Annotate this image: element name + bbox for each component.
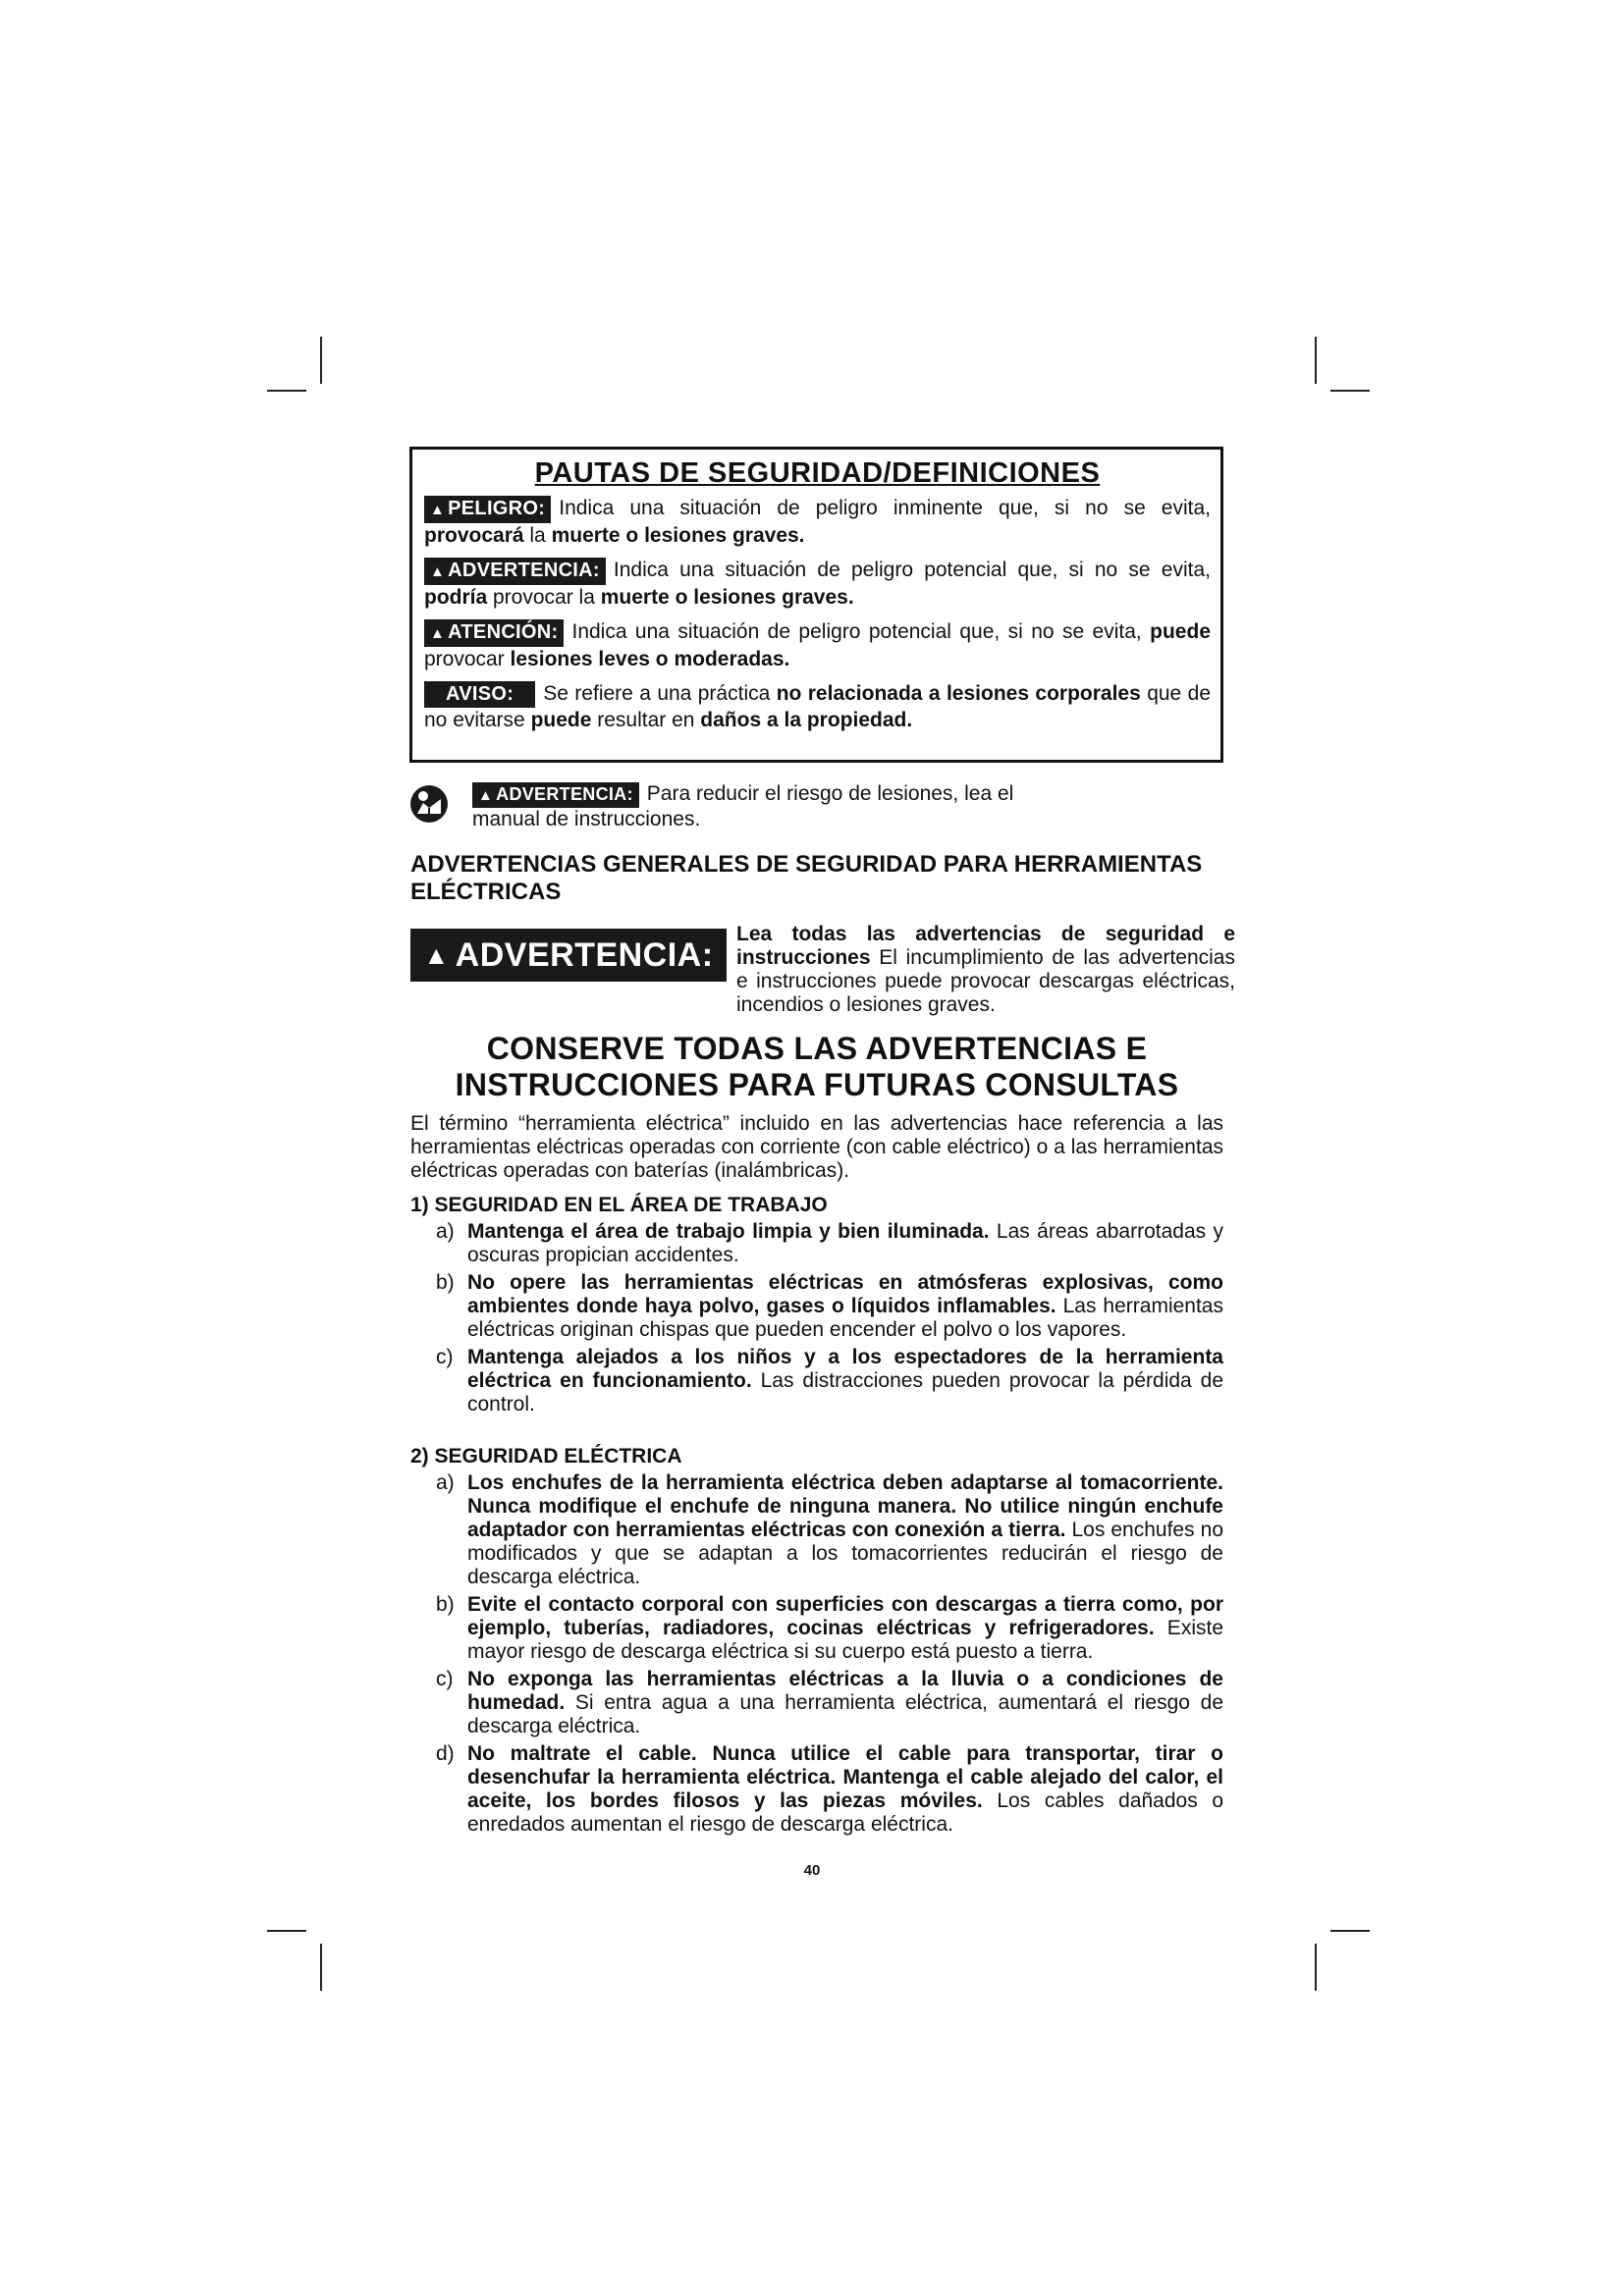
signal-word-label: ▲ ADVERTENCIA: <box>424 558 606 585</box>
signal-word-label: ▲ PELIGRO: <box>424 496 551 523</box>
definition-text: muerte o lesiones graves. <box>600 586 854 609</box>
big-warning-body: El incumplimiento de las advertencias e instrucciones puede provocar descargas eléctricas, incendios o lesiones graves. <box>736 946 1235 1016</box>
item-bold-text: No exponga las herramientas eléctricas a la lluvia o a condiciones de humedad. <box>467 1668 1223 1714</box>
item-letter: d) <box>436 1742 455 1765</box>
crop-mark <box>1315 337 1317 384</box>
item-text: Si entra agua a una herramienta eléctrica, aumentará el riesgo de descarga eléctrica. <box>467 1691 1223 1737</box>
item-text: Las herramientas eléctricas originan chispas que pueden encender el polvo o los vapores. <box>467 1295 1223 1341</box>
crop-mark <box>320 1944 322 1991</box>
read-manual-icon <box>409 784 449 824</box>
conserve-heading: CONSERVE TODAS LAS ADVERTENCIAS E INSTRUCCIONES PARA FUTURAS CONSULTAS <box>455 1031 1179 1102</box>
definition-item <box>424 619 1211 671</box>
item-text: Los cables dañados o enredados aumentan el riesgo de descarga eléctrica. <box>467 1789 1223 1836</box>
warning-triangle-icon: ▲ <box>430 502 446 518</box>
section-title: 2) SEGURIDAD ELÉCTRICA <box>410 1445 682 1468</box>
item-text: Las distracciones pueden provocar la pérdida de control. <box>467 1369 1223 1415</box>
section-work-area <box>410 1194 1223 1420</box>
item-letter: c) <box>436 1346 454 1368</box>
definition-text: Indica una situación de peligro potencial que, si no se evita, <box>613 559 1211 581</box>
big-warning-bold: Lea todas las advertencias de seguridad e instrucciones <box>736 923 1235 969</box>
definition-text: provocará <box>424 524 524 547</box>
section-electrical <box>410 1445 1223 1841</box>
safety-definitions-box <box>409 447 1223 763</box>
item-letter: c) <box>436 1668 454 1690</box>
item-letter: a) <box>436 1471 455 1494</box>
definition-text: provocar <box>424 648 511 670</box>
definition-text: no relacionada a lesiones corporales <box>776 682 1141 705</box>
list-item <box>410 1742 1223 1837</box>
read-manual-warning <box>409 782 1057 831</box>
list-item <box>410 1593 1223 1664</box>
item-bold-text: No opere las herramientas eléctricas en atmósferas explosivas, como ambientes donde haya polvo, gases o líquidos inflamables. <box>467 1271 1223 1317</box>
definition-item <box>424 558 1211 610</box>
item-letter: b) <box>436 1593 455 1616</box>
warning-triangle-icon: ▲ <box>430 563 446 580</box>
crop-mark <box>267 1930 306 1932</box>
crop-mark <box>1330 390 1370 392</box>
item-bold-text: Mantenga alejados a los niños y a los espectadores de la herramienta eléctrica en funcionamiento. <box>467 1346 1223 1392</box>
definition-text: Indica una situación de peligro potencial que, si no se evita, <box>571 620 1151 643</box>
warning-triangle-icon: ▲ <box>423 939 450 970</box>
definitions-title: PAUTAS DE SEGURIDAD/DEFINICIONES <box>534 457 1101 489</box>
definition-text: que de no evitarse <box>424 682 1211 731</box>
definition-item <box>424 496 1211 548</box>
item-letter: a) <box>436 1220 455 1243</box>
definition-text: la <box>523 524 552 547</box>
definition-text: Se refiere a una práctica <box>543 682 777 705</box>
list-item <box>410 1471 1223 1589</box>
definition-text: Indica una situación de peligro inminente que, si no se evita, <box>559 497 1211 519</box>
item-bold-text: Los enchufes de la herramienta eléctrica deben adaptarse al tomacorriente. Nunca modifique el enchufe de ninguna manera. No utilice ningún enchufe adaptador con herramientas eléctricas con conexión a tierra. <box>467 1471 1223 1541</box>
crop-mark <box>1330 1930 1370 1932</box>
definition-item <box>424 681 1211 732</box>
item-bold-text: Evite el contacto corporal con superficies con descargas a tierra como, por ejemplo, tuberías, radiadores, cocinas eléctricas y refrigeradores. <box>467 1593 1223 1639</box>
warning-triangle-icon: ▲ <box>430 625 446 642</box>
definition-text: provocar la <box>487 586 601 609</box>
item-bold-text: Mantenga el área de trabajo limpia y bien iluminada. <box>467 1220 990 1243</box>
big-warning-text <box>736 923 1235 1017</box>
intro-paragraph: El término “herramienta eléctrica” incluido en las advertencias hace referencia a las herramientas eléctricas operadas con corriente (con cable eléctrico) o a las herramientas eléctricas operadas con baterías (inalámbricas). <box>410 1112 1223 1182</box>
definition-text: puede <box>530 709 592 731</box>
read-manual-text: Para reducir el riesgo de lesiones, lea el manual de instrucciones. <box>472 782 1014 830</box>
crop-mark <box>320 337 322 384</box>
warning-signal-label: ▲ ADVERTENCIA: <box>472 782 639 808</box>
page-number: 40 <box>803 1862 821 1879</box>
item-text: Los enchufes no modificados y que se adaptan a los tomacorrientes reducirán el riesgo de descarga eléctrica. <box>467 1519 1223 1588</box>
section-title: 1) SEGURIDAD EN EL ÁREA DE TRABAJO <box>410 1194 828 1216</box>
definition-text: muerte o lesiones graves. <box>551 524 805 547</box>
list-item <box>410 1220 1223 1267</box>
item-text: Existe mayor riesgo de descarga eléctrica si su cuerpo está puesto a tierra. <box>467 1617 1223 1663</box>
definition-text: resultar en <box>591 709 701 731</box>
item-letter: b) <box>436 1271 455 1294</box>
signal-word-label: ▲ ATENCIÓN: <box>424 619 564 647</box>
definition-text: daños a la propiedad. <box>700 709 913 731</box>
list-item <box>410 1271 1223 1342</box>
crop-mark <box>1315 1944 1317 1991</box>
general-safety-heading: ADVERTENCIAS GENERALES DE SEGURIDAD PARA HERRAMIENTAS ELÉCTRICAS <box>410 851 1203 905</box>
signal-word-label: AVISO: <box>424 681 535 708</box>
definition-text: podría <box>424 586 488 609</box>
definition-text: puede <box>1150 620 1211 643</box>
list-item <box>410 1668 1223 1738</box>
item-text: Las áreas abarrotadas y oscuras propician accidentes. <box>467 1220 1223 1266</box>
definitions-list <box>424 496 1211 732</box>
big-warning-label: ▲ ADVERTENCIA: <box>410 929 727 982</box>
list-item <box>410 1346 1223 1416</box>
item-bold-text: No maltrate el cable. Nunca utilice el cable para transportar, tirar o desenchufar la herramienta eléctrica. Mantenga el cable alejado del calor, el aceite, los bordes filosos y las piezas móviles. <box>467 1742 1223 1812</box>
definition-text: lesiones leves o moderadas. <box>510 648 790 670</box>
crop-mark <box>267 390 306 392</box>
